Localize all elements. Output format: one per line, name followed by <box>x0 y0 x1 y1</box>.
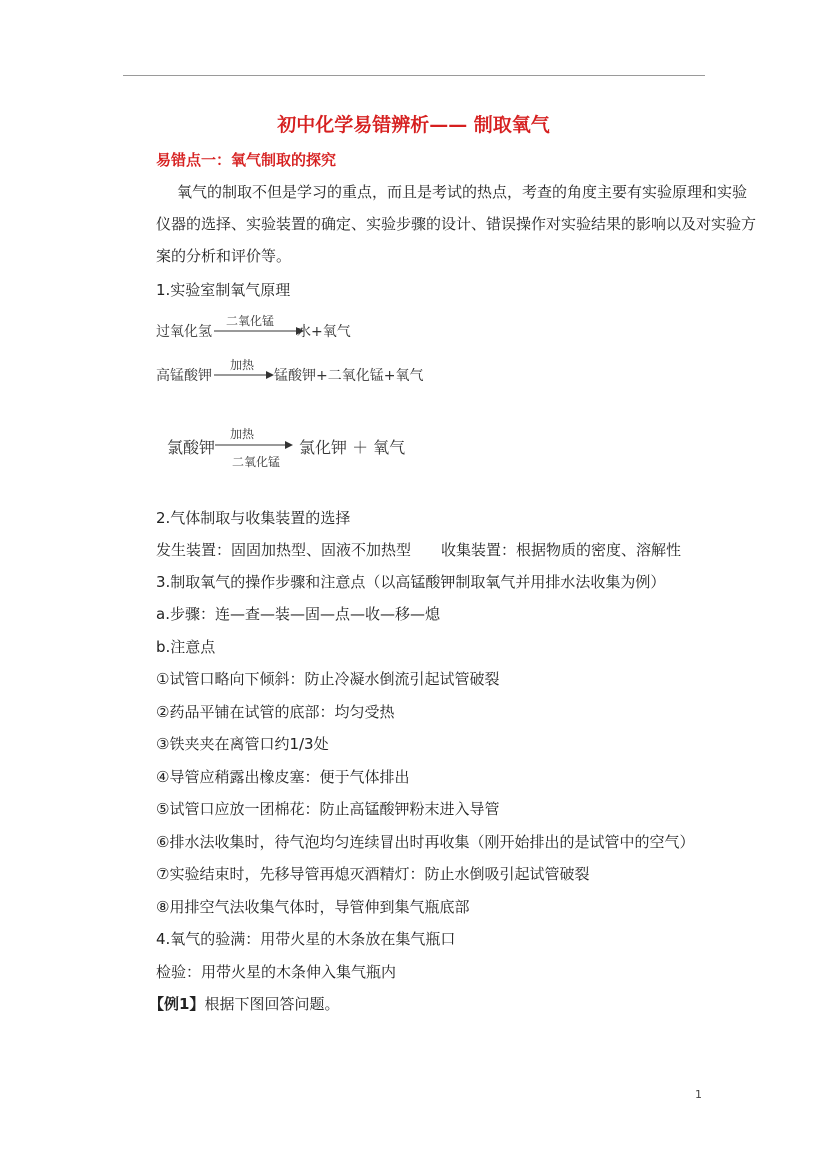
note-item: ④导管应稍露出橡皮塞：便于气体排出 <box>156 768 410 786</box>
intro-line-3: 案的分析和评价等。 <box>156 247 292 265</box>
note-item: ②药品平铺在试管的底部：均匀受热 <box>156 703 395 721</box>
note-item: ⑥排水法收集时，待气泡均匀连续冒出时再收集（刚开始排出的是试管中的空气） <box>156 833 695 851</box>
intro-line-2: 仪器的选择、实验装置的确定、实验步骤的设计、错误操作对实验结果的影响以及对实验方 <box>156 215 757 233</box>
eq2-reactant: 高锰酸钾 <box>156 368 212 384</box>
item-1-heading: 1.实验室制氧气原理 <box>156 281 291 299</box>
eq1-reactant: 过氧化氢 <box>156 324 212 340</box>
document-title: 初中化学易错辨析—— 制取氧气 <box>277 114 550 136</box>
equation-2 <box>156 358 456 388</box>
eq3-condition-below: 二氧化锰 <box>232 455 281 469</box>
section-heading: 易错点一：氧气制取的探究 <box>156 151 337 169</box>
note-item: ⑧用排空气法收集气体时，导管伸到集气瓶底部 <box>156 898 470 916</box>
notes-heading: b.注意点 <box>156 638 216 656</box>
steps-text: a.步骤：连—查—装—固—点—收—移—熄 <box>156 605 440 623</box>
note-item: ③铁夹夹在离管口约1/3处 <box>156 735 329 753</box>
devices-text: 发生装置：固固加热型、固液不加热型 收集装置：根据物质的密度、溶解性 <box>156 541 682 559</box>
item-2-heading: 2.气体制取与收集装置的选择 <box>156 509 351 527</box>
equation-1 <box>156 314 456 344</box>
item-3-heading: 3.制取氧气的操作步骤和注意点（以高锰酸钾制取氧气并用排水法收集为例） <box>156 573 666 591</box>
eq1-condition-above: 二氧化锰 <box>226 314 275 328</box>
eq2-condition-above: 加热 <box>230 358 255 372</box>
check-text: 检验：用带火星的木条伸入集气瓶内 <box>156 963 397 981</box>
example-line <box>149 994 339 1014</box>
header-rule <box>123 75 705 76</box>
item-4-heading: 4.氧气的验满：用带火星的木条放在集气瓶口 <box>156 930 456 948</box>
equation-3 <box>167 425 467 469</box>
eq3-condition-above: 加热 <box>230 427 255 441</box>
note-item: ⑤试管口应放一团棉花：防止高锰酸钾粉末进入导管 <box>156 800 500 818</box>
eq3-reactant: 氯酸钾 <box>167 438 216 457</box>
intro-line-1: 氧气的制取不但是学习的重点，而且是考试的热点，考查的角度主要有实验原理和实验 <box>177 183 748 201</box>
note-item: ⑦实验结束时，先移导管再熄灭酒精灯：防止水倒吸引起试管破裂 <box>156 865 590 883</box>
example-text: 根据下图回答问题。 <box>204 995 340 1013</box>
eq1-arrow <box>214 326 304 336</box>
example-label: 【例1】 <box>149 995 205 1013</box>
eq3-product: 氯化钾 ＋ 氧气 <box>299 438 406 457</box>
eq1-product: 水+氧气 <box>297 324 351 340</box>
eq2-product: 锰酸钾+二氧化锰+氧气 <box>274 368 424 384</box>
note-item: ①试管口略向下倾斜：防止冷凝水倒流引起试管破裂 <box>156 670 500 688</box>
page-number: 1 <box>695 1088 702 1101</box>
eq2-arrow <box>214 370 274 380</box>
eq3-arrow <box>215 440 293 450</box>
